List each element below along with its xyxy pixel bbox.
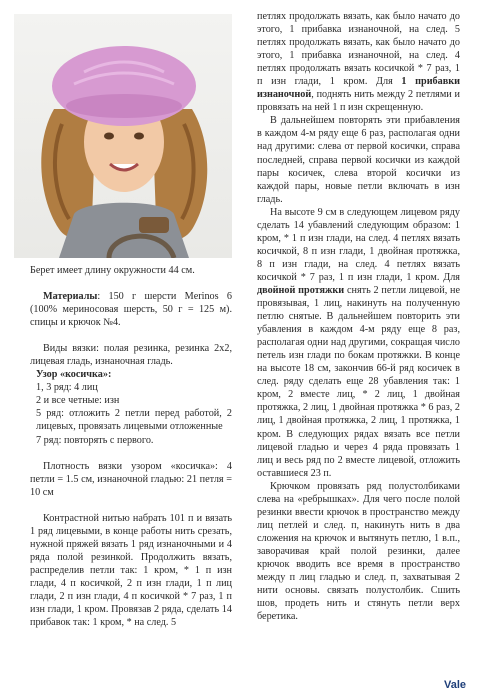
left-column xyxy=(30,264,232,629)
materials-paragraph xyxy=(30,290,232,329)
photo-girl-in-beret xyxy=(14,14,232,258)
pattern-title: Узор «косичка»: xyxy=(36,369,112,381)
increase-repeat-paragraph: В дальнейшем повторять эти прибавления в каждом 4-м ряду еще 6 раз, располагая одни над другими: слева от первой косички, справа последней, справа первой косички из каждой пары косичек, слева второй косички из каждой пары, новые петли включать в изн гладь. xyxy=(257,115,460,205)
right-column xyxy=(257,10,460,623)
double-pull-term: двойной протяжки xyxy=(257,284,345,296)
crochet-finish-paragraph: Крючком провязать ряд полустолбиками слева на «ребрышках». Для чего после полой резинки ввести крючок в пространство между лиц петлей и след. п, накинуть нить в два сложения на крючок и вытянуть петлю, 1 в.п., заворачивая край полой резинки, далее крючок вводить все время в пространство между п лиц гладью и след. п, захватывая 2 нити основы. связать полустолбик. Сшить шов, продеть нить и стянуть петли верх беретика. xyxy=(257,480,460,623)
pattern-row-3: 5 ряд: отложить 2 петли перед работой, 2 лицевых, провязать лицевыми отложенные xyxy=(36,408,232,433)
gauge-paragraph: Плотность вязки узором «косичка»: 4 петли = 1.5 см, изнаночной гладью: 21 петля = 10 см xyxy=(30,460,232,498)
pattern-row-4: 7 ряд: повторять с первого. xyxy=(36,434,154,446)
knit-types-paragraph: Виды вязки: полая резинка, резинка 2x2, лицевая гладь, изнаночная гладь. xyxy=(30,343,232,368)
increase-term: 1 прибавки изнаночной xyxy=(257,76,460,101)
decrease-paragraph: На высоте 9 см в следующем лицевом ряду сделать 14 убавлений следующим образом: 1 кром, * 1 п изн глади, на след. 4 петлях вязать косичкой, 8 п изн глади, 1 двойная протяжка, 8 п изн глади, на след. 4 петлях вязать косичкой * 7 раз, 1 п изн глади, 1 кром. Для двойной протяжки снять 2 петли лицевой, не провязывая, 1 лиц, накинуть на полученную петлю снятые. В дальнейшем повторить эти убавления в каждом 4-м ряду еще 8 раз, располагая одни над другими, сокращая число петель изн глади по бокам протяжки. В конце на высоте 18 см, закончив 66-й ряд косичек в след. ряду сделать еще 28 убавления так: 1 кром, 2 вместе лиц, * 2 лиц, 1 двойная протяжка, 2 лиц, 1 двойная протяжка * 6 раз, 2 лиц, 1 двойная протяжка, 2 лиц, 1 протяжка, 1 кром. В следующих рядах вязать все петли лицевой гладью и через 4 ряда провязать 1 лиц и весь ряд по 2 вместе лицевой, отложить оставшиеся 23 п. xyxy=(257,206,461,479)
pattern-block xyxy=(30,368,232,446)
pattern-row-1: 1, 3 ряд: 4 лиц xyxy=(36,382,98,394)
pattern-row-2: 2 и все четные: изн xyxy=(36,395,120,407)
increase-paragraph: петлях продолжать вязать, как было начато до этого, 1 прибавка изнаночной, на след. 5 петлях продолжать вязать, как было начато до этого, 1 прибавка изнаночной, на след. 4 петлях продолжать вязать косичкой * 7 раз, 1 п изн глади, 1 кром. Для 1 прибавки изнаночной, поднять нить между 2 петлями и провязать на ней 1 п изн скрещенную. xyxy=(257,11,460,114)
materials-label: Материалы xyxy=(43,291,98,303)
brand-logo: Vale xyxy=(443,679,466,691)
instructions-start-paragraph: Контрастной нитью набрать 101 п и вязать 1 ряд лицевыми, в конце работы нить срезать, нужной пряжей вязать 1 ряд изнаночными и 4 ряда полой резинкой. Продолжить вязать, распределив петли так: 1 кром, * 1 п изн глади, 4 п косичкой, 2 п изн глади, 1 п лиц глади, 2 п изн глади, 4 п косичкой * 7 раз, 1 п изн глади, 1 кром. Провязав 2 ряда, сделать 14 прибавок так: 1 кром, * на след. 5 xyxy=(30,512,232,629)
materials-text: : 150 г шерсти Merinos 6 (100% мериносовая шерсть, 50 г = 125 м). спицы и крючок №4. xyxy=(30,291,232,329)
photo-caption: Берет имеет длину окружности 44 см. xyxy=(30,265,195,276)
photo-illustration xyxy=(14,14,232,258)
